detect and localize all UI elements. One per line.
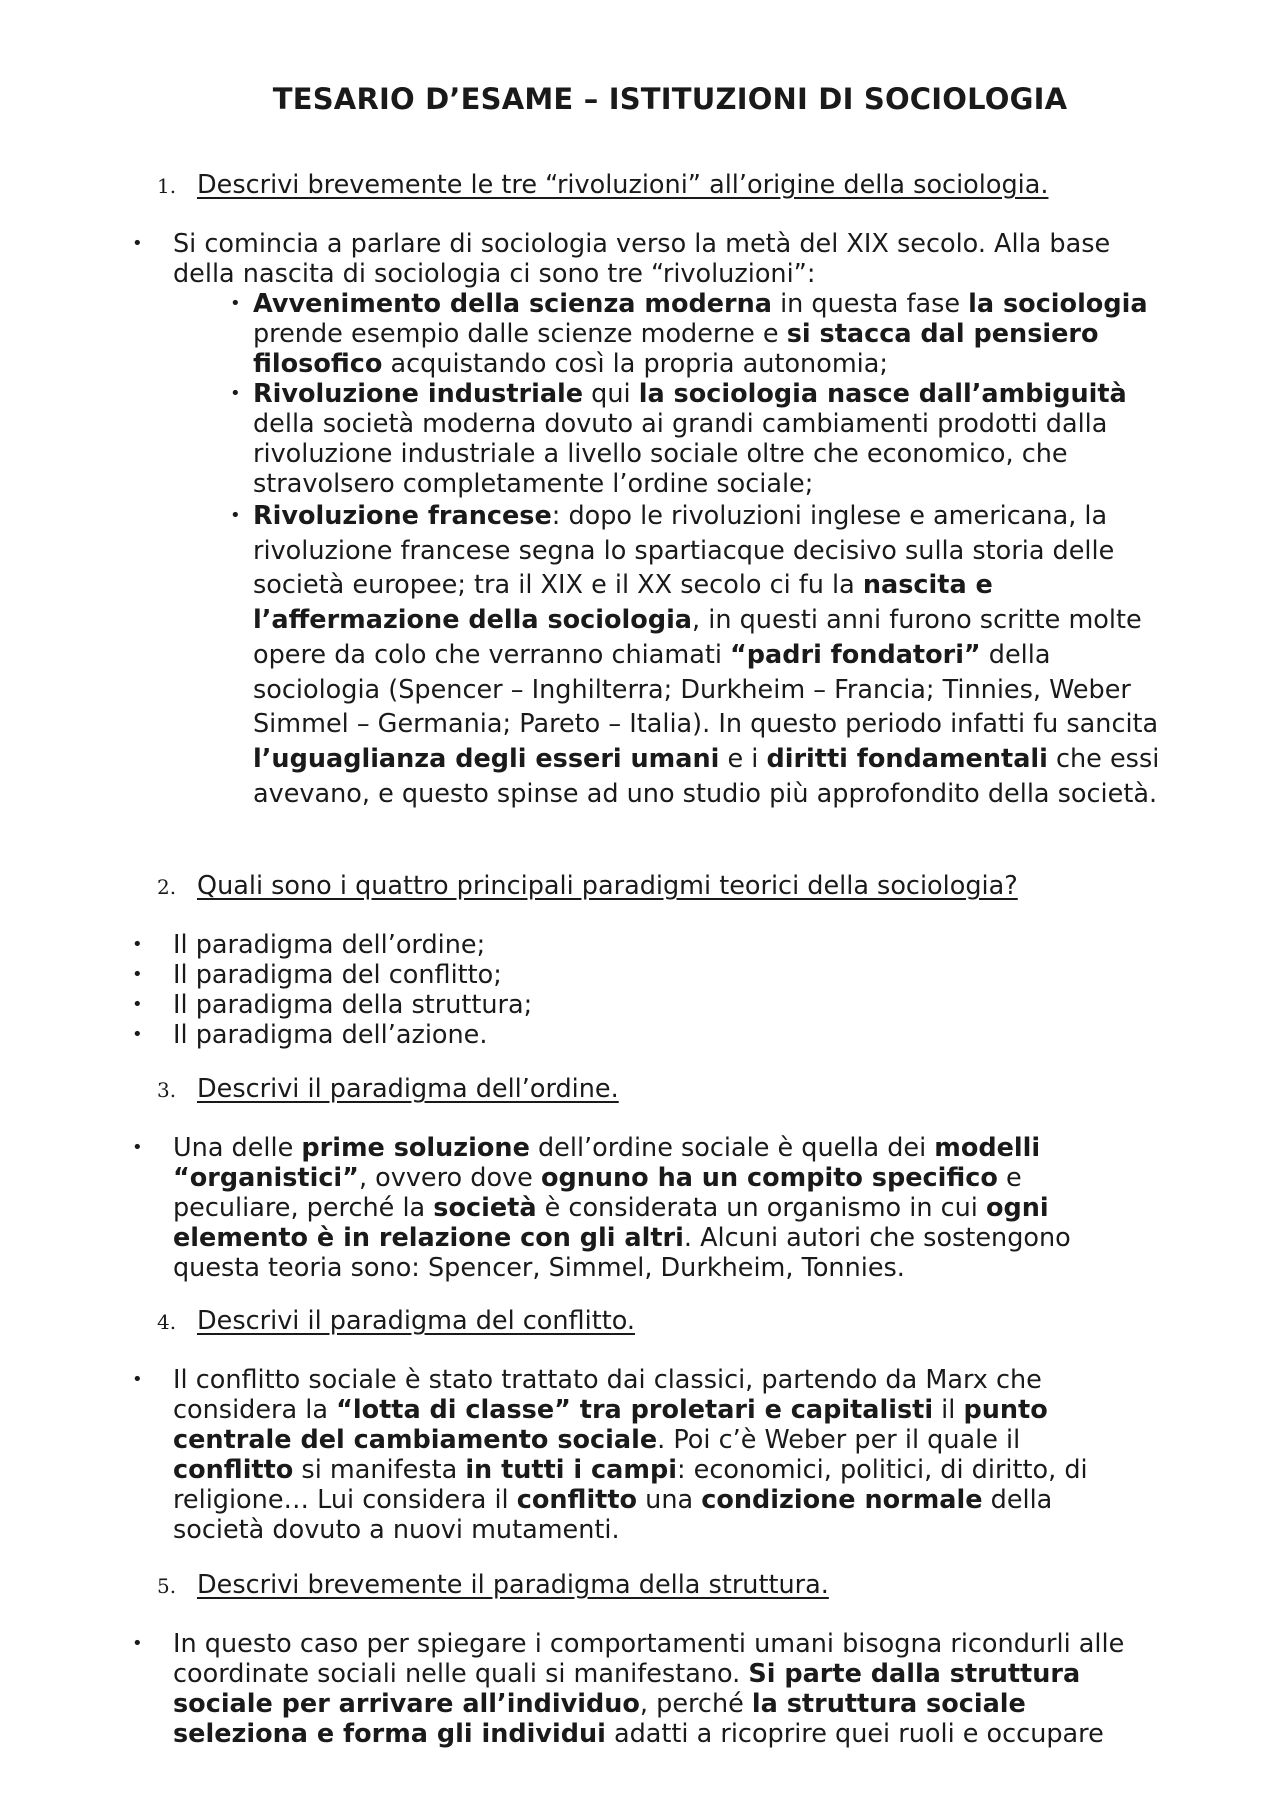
question-number: 3. bbox=[157, 1078, 177, 1102]
answer-1-item-b bbox=[230, 379, 1165, 499]
list-item-text: Rivoluzione industriale qui la sociologia nasce dall’ambiguità della società moderna dovuto ai grandi cambiamenti prodotti dalla rivoluzione industriale a livello sociale oltre che economico, che stravolsero completamente l’ordine sociale; bbox=[253, 379, 1127, 499]
bullet-icon: • bbox=[132, 233, 143, 254]
list-item-text: Il paradigma dell’azione. bbox=[173, 1020, 488, 1050]
list-item-text: Avvenimento della scienza moderna in questa fase la sociologia prende esempio dalle scienze moderne e si stacca dal pensiero filosofico acquistando così la propria autonomia; bbox=[253, 289, 1148, 379]
document-title: TESARIO D’ESAME – ISTITUZIONI DI SOCIOLOGIA bbox=[272, 82, 1068, 116]
question-text: Descrivi il paradigma del conflitto. bbox=[197, 1306, 635, 1336]
list-item-text: Il paradigma della struttura; bbox=[173, 990, 533, 1020]
answer-2-item bbox=[132, 1020, 1152, 1050]
answer-4 bbox=[132, 1365, 1117, 1545]
question-number: 2. bbox=[157, 875, 177, 899]
question-5 bbox=[157, 1570, 829, 1601]
question-4 bbox=[157, 1306, 635, 1337]
paragraph-text: Una delle prime soluzione dell’ordine sociale è quella dei modelli “organistici”, ovvero dove ognuno ha un compito specifico e peculiare, perché la società è considerata un organismo in cui ogni elemento è in relazione con gli altri. Alcuni autori che sostengono questa teoria sono: Spencer, Simmel, Durkheim, Tonnies. bbox=[173, 1133, 1071, 1283]
answer-5 bbox=[132, 1629, 1137, 1749]
answer-1-item-c bbox=[230, 499, 1165, 811]
question-2 bbox=[157, 871, 1018, 902]
paragraph-text: Il conflitto sociale è stato trattato dai classici, partendo da Marx che considera la “lotta di classe” tra proletari e capitalisti il punto centrale del cambiamento sociale. Poi c’è Weber per il quale il conflitto si manifesta in tutti i campi: economici, politici, di diritto, di religione… Lui considera il conflitto una condizione normale della società dovuto a nuovi mutamenti. bbox=[173, 1365, 1088, 1545]
question-text: Descrivi il paradigma dell’ordine. bbox=[197, 1074, 619, 1104]
bullet-icon: • bbox=[132, 1137, 143, 1158]
paragraph-text: In questo caso per spiegare i comportamenti umani bisogna ricondurli alle coordinate sociali nelle quali si manifestano. Si parte dalla struttura sociale per arrivare all’individuo, perché la struttura sociale seleziona e forma gli individui adatti a ricoprire quei ruoli e occupare bbox=[173, 1629, 1125, 1749]
answer-2-item bbox=[132, 930, 1152, 960]
list-item-text: Rivoluzione francese: dopo le rivoluzioni inglese e americana, la rivoluzione francese segna lo spartiacque decisivo sulla storia delle società europee; tra il XIX e il XX secolo ci fu la nascita e l’affermazione della sociologia, in questi anni furono scritte molte opere da colo che verranno chiamati “padri fondatori” della sociologia (Spencer – Inghilterra; Durkheim – Francia; Tinnies, Weber Simmel – Germania; Pareto – Italia). In questo periodo infatti fu sancita l’uguaglianza degli esseri umani e i diritti fondamentali che essi avevano, e questo spinse ad uno studio più approfondito della società. bbox=[253, 501, 1160, 809]
list-item-text: Il paradigma dell’ordine; bbox=[173, 930, 486, 960]
answer-1-item-a bbox=[230, 289, 1165, 379]
bullet-icon: • bbox=[132, 1633, 143, 1654]
answer-1-intro bbox=[132, 229, 1132, 289]
question-3 bbox=[157, 1074, 619, 1105]
bullet-icon: • bbox=[230, 293, 241, 314]
answer-2-item bbox=[132, 960, 1152, 990]
answer-3 bbox=[132, 1133, 1117, 1283]
question-text: Quali sono i quattro principali paradigmi teorici della sociologia? bbox=[197, 871, 1018, 901]
question-text: Descrivi brevemente le tre “rivoluzioni” all’origine della sociologia. bbox=[197, 170, 1049, 200]
bullet-icon: • bbox=[132, 1369, 143, 1390]
question-number: 4. bbox=[157, 1310, 177, 1334]
question-number: 5. bbox=[157, 1574, 177, 1598]
question-number: 1. bbox=[157, 174, 177, 198]
question-text: Descrivi brevemente il paradigma della struttura. bbox=[197, 1570, 829, 1600]
question-1 bbox=[157, 170, 1048, 201]
bullet-icon: • bbox=[230, 505, 241, 526]
paragraph-text: Si comincia a parlare di sociologia verso la metà del XIX secolo. Alla base della nascita di sociologia ci sono tre “rivoluzioni”: bbox=[173, 229, 1111, 289]
bullet-icon: • bbox=[230, 383, 241, 404]
bullet-icon: • bbox=[132, 934, 143, 955]
answer-2-item bbox=[132, 990, 1152, 1020]
bullet-icon: • bbox=[132, 994, 143, 1015]
bullet-icon: • bbox=[132, 1024, 143, 1045]
bullet-icon: • bbox=[132, 964, 143, 985]
list-item-text: Il paradigma del conflitto; bbox=[173, 960, 502, 990]
